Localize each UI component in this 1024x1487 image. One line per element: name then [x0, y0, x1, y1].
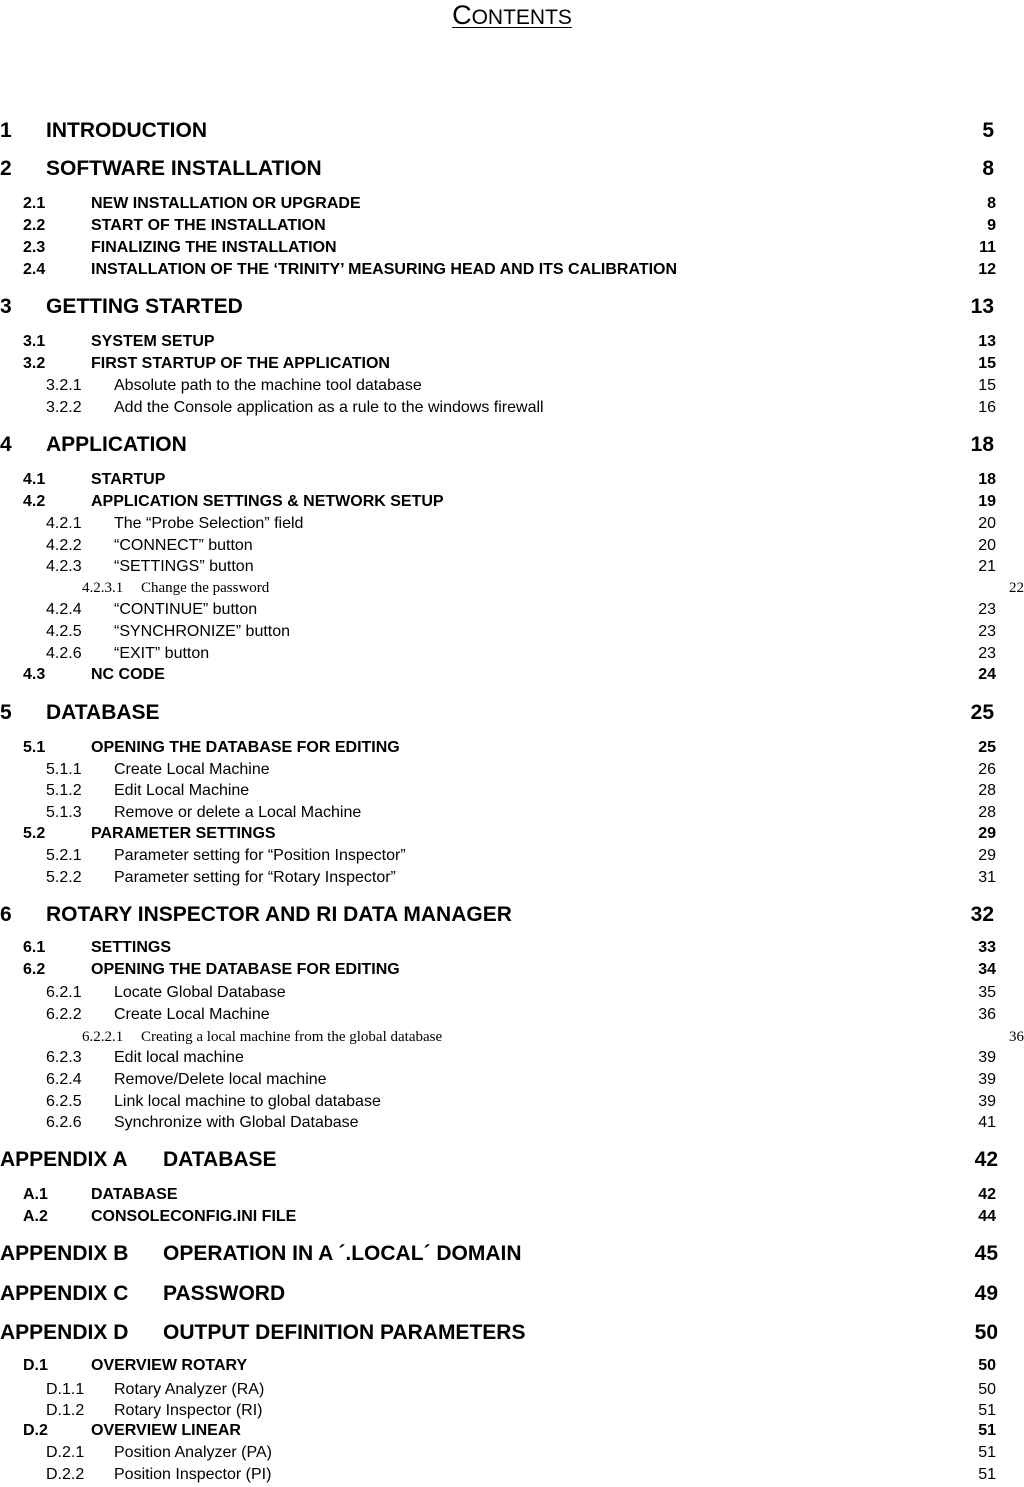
toc-entry-number: A.1 — [23, 1186, 48, 1203]
toc-entry[interactable] — [0, 1380, 1024, 1400]
toc-entry-title: Link local machine to global database — [114, 1093, 381, 1110]
toc-entry-number: 2.3 — [23, 239, 46, 256]
toc-entry-title: Remove or delete a Local Machine — [114, 804, 362, 821]
toc-entry-number: D.1.1 — [46, 1381, 85, 1398]
toc-entry-title: START OF THE INSTALLATION — [91, 217, 326, 234]
toc-entry-number: 4 — [0, 433, 12, 456]
toc-entry-number: 4.2.1 — [46, 515, 82, 532]
toc-entry-title: FIRST STARTUP OF THE APPLICATION — [91, 355, 390, 372]
toc-entry-number: 3.1 — [23, 333, 46, 350]
toc-entry[interactable] — [0, 238, 1024, 258]
toc-entry[interactable] — [0, 1113, 1024, 1133]
toc-entry-title: Change the password — [141, 580, 270, 596]
toc-entry-page-number: 18 — [970, 433, 994, 456]
toc-entry[interactable] — [0, 1241, 1024, 1267]
toc-entry-page-number: 36 — [978, 1006, 996, 1023]
toc-entry-number: 2.4 — [23, 261, 46, 278]
toc-entry-number: 4.3 — [23, 666, 46, 683]
toc-entry[interactable] — [0, 470, 1024, 490]
toc-entry[interactable] — [0, 536, 1024, 556]
toc-entry-number: D.2 — [23, 1422, 48, 1439]
toc-entry-title: Position Analyzer (PA) — [114, 1444, 272, 1461]
toc-entry-number: 6 — [0, 903, 12, 926]
toc-entry[interactable] — [0, 260, 1024, 280]
toc-entry-title: DATABASE — [46, 701, 160, 724]
toc-entry-page-number: 42 — [974, 1148, 998, 1171]
toc-entry-title: INTRODUCTION — [46, 119, 207, 142]
toc-entry-title: SYSTEM SETUP — [91, 333, 215, 350]
toc-entry-number: 1 — [0, 119, 12, 142]
toc-entry-title: DATABASE — [91, 1186, 178, 1203]
toc-entry[interactable] — [0, 514, 1024, 534]
toc-entry[interactable] — [0, 1092, 1024, 1112]
toc-entry[interactable] — [0, 1356, 1024, 1376]
toc-entry[interactable] — [0, 902, 1024, 928]
toc-entry[interactable] — [0, 1401, 1024, 1421]
toc-entry-title: GETTING STARTED — [46, 295, 243, 318]
toc-entry-number: APPENDIX B — [0, 1242, 129, 1265]
toc-entry-page-number: 51 — [978, 1402, 996, 1419]
toc-entry-title: OPERATION IN A ´.LOCAL´ DOMAIN — [163, 1242, 522, 1265]
toc-entry-page-number: 21 — [978, 558, 996, 575]
toc-entry-page-number: 20 — [978, 537, 996, 554]
toc-entry-page-number: 8 — [982, 157, 994, 180]
toc-entry-page-number: 28 — [978, 782, 996, 799]
toc-entry-number: 4.2.3 — [46, 558, 82, 575]
toc-entry[interactable] — [0, 1005, 1024, 1025]
toc-entry-page-number: 9 — [987, 217, 996, 234]
toc-entry-title: PASSWORD — [163, 1282, 286, 1305]
toc-entry[interactable] — [0, 868, 1024, 888]
toc-entry-title: ROTARY INSPECTOR AND RI DATA MANAGER — [46, 903, 512, 926]
toc-entry-page-number: 23 — [978, 645, 996, 662]
toc-entry-number: 4.2.2 — [46, 537, 82, 554]
toc-entry-number: 2 — [0, 157, 12, 180]
toc-entry[interactable] — [0, 1048, 1024, 1068]
toc-entry[interactable] — [0, 1027, 1024, 1047]
toc-entry-page-number: 29 — [978, 847, 996, 864]
toc-entry-title: Create Local Machine — [114, 761, 270, 778]
toc-entry-number: 2.1 — [23, 195, 46, 212]
toc-entry-number: D.2.1 — [46, 1444, 85, 1461]
toc-entry-title: OVERVIEW ROTARY — [91, 1357, 248, 1374]
toc-entry-page-number: 41 — [978, 1114, 996, 1131]
toc-entry[interactable] — [0, 665, 1024, 685]
toc-entry-page-number: 51 — [978, 1444, 996, 1461]
toc-entry-page-number: 35 — [978, 984, 996, 1001]
toc-entry[interactable] — [0, 803, 1024, 823]
toc-entry-page-number: 22 — [1009, 580, 1024, 596]
toc-entry-page-number: 39 — [978, 1071, 996, 1088]
toc-entry-page-number: 12 — [978, 261, 996, 278]
toc-entry-page-number: 39 — [978, 1093, 996, 1110]
toc-entry-title: PARAMETER SETTINGS — [91, 825, 276, 842]
toc-entry[interactable] — [0, 1185, 1024, 1205]
toc-entry-number: 6.2.1 — [46, 984, 82, 1001]
toc-entry-page-number: 26 — [978, 761, 996, 778]
toc-entry-number: 3 — [0, 295, 12, 318]
toc-entry-number: 5.1.3 — [46, 804, 82, 821]
title-rest: ONTENTS — [471, 6, 572, 29]
toc-entry-page-number: 13 — [978, 333, 996, 350]
toc-entry[interactable] — [0, 1070, 1024, 1090]
toc-entry[interactable] — [0, 1465, 1024, 1485]
toc-entry-number: APPENDIX C — [0, 1282, 129, 1305]
toc-entry-title: Create Local Machine — [114, 1006, 270, 1023]
toc-entry-number: D.1 — [23, 1357, 48, 1374]
toc-entry-page-number: 20 — [978, 515, 996, 532]
toc-entry-page-number: 15 — [978, 355, 996, 372]
title-initial: C — [452, 0, 472, 30]
toc-entry-title: APPLICATION SETTINGS & NETWORK SETUP — [91, 493, 444, 510]
toc-entry-title: FINALIZING THE INSTALLATION — [91, 239, 337, 256]
toc-entry[interactable] — [0, 492, 1024, 512]
toc-entry-title: “CONNECT” button — [114, 537, 253, 554]
toc-entry-page-number: 33 — [978, 939, 996, 956]
toc-entry-number: 4.2 — [23, 493, 46, 510]
toc-entry-title: Parameter setting for “Rotary Inspector” — [114, 869, 396, 886]
toc-entry-page-number: 49 — [974, 1282, 998, 1305]
toc-entry-page-number: 36 — [1009, 1029, 1024, 1045]
toc-entry-title: Rotary Analyzer (RA) — [114, 1381, 265, 1398]
toc-entry[interactable] — [0, 398, 1024, 418]
toc-entry-title: NEW INSTALLATION OR UPGRADE — [91, 195, 361, 212]
toc-entry[interactable] — [0, 960, 1024, 980]
toc-entry-page-number: 15 — [978, 377, 996, 394]
toc-entry-number: 3.2.2 — [46, 399, 82, 416]
toc-entry[interactable] — [0, 781, 1024, 801]
toc-entry-page-number: 25 — [970, 701, 994, 724]
toc-entry-title: NC CODE — [91, 666, 165, 683]
toc-entry[interactable] — [0, 354, 1024, 374]
toc-entry-page-number: 25 — [978, 739, 996, 756]
toc-entry-page-number: 18 — [978, 471, 996, 488]
toc-entry-number: 4.2.3.1 — [82, 580, 124, 596]
toc-entry-number: 5.2 — [23, 825, 46, 842]
toc-entry-number: 3.2 — [23, 355, 46, 372]
toc-entry-number: 6.2.2 — [46, 1006, 82, 1023]
toc-entry-page-number: 28 — [978, 804, 996, 821]
toc-entry[interactable] — [0, 194, 1024, 214]
toc-entry-title: Locate Global Database — [114, 984, 286, 1001]
toc-entry-page-number: 5 — [982, 119, 994, 142]
toc-entry[interactable] — [0, 738, 1024, 758]
toc-entry-title: APPLICATION — [46, 433, 187, 456]
toc-entry-page-number: 32 — [970, 903, 994, 926]
toc-entry-page-number: 50 — [978, 1357, 996, 1374]
toc-entry-title: OUTPUT DEFINITION PARAMETERS — [163, 1321, 526, 1344]
toc-entry-number: 5.1 — [23, 739, 46, 756]
toc-entry[interactable] — [0, 760, 1024, 780]
toc-entry[interactable] — [0, 578, 1024, 598]
toc-entry-title: Add the Console application as a rule to the windows firewall — [114, 399, 544, 416]
toc-entry-title: Parameter setting for “Position Inspector” — [114, 847, 406, 864]
toc-entry-title: INSTALLATION OF THE ‘TRINITY’ MEASURING HEAD AND ITS CALIBRATION — [91, 261, 678, 278]
toc-entry-number: 6.2.2.1 — [82, 1029, 124, 1045]
toc-entry-title: “CONTINUE” button — [114, 601, 258, 618]
toc-entry-page-number: 8 — [987, 195, 996, 212]
toc-entry-page-number: 44 — [978, 1208, 996, 1225]
toc-entry-title: Creating a local machine from the global database — [141, 1029, 443, 1045]
toc-entry-page-number: 39 — [978, 1049, 996, 1066]
toc-entry-title: Edit local machine — [114, 1049, 244, 1066]
toc-entry[interactable] — [0, 432, 1024, 458]
toc-entry[interactable] — [0, 294, 1024, 320]
toc-entry[interactable] — [0, 332, 1024, 352]
toc-entry-number: 3.2.1 — [46, 377, 82, 394]
toc-entry-number: APPENDIX D — [0, 1321, 129, 1344]
toc-entry[interactable] — [0, 846, 1024, 866]
toc-entry-title: OVERVIEW LINEAR — [91, 1422, 241, 1439]
toc-entry-title: Remove/Delete local machine — [114, 1071, 327, 1088]
toc-entry-page-number: 13 — [970, 295, 994, 318]
toc-entry-title: OPENING THE DATABASE FOR EDITING — [91, 739, 400, 756]
toc-entry-page-number: 23 — [978, 601, 996, 618]
toc-entry-number: 5.2.1 — [46, 847, 82, 864]
toc-entry-title: “EXIT” button — [114, 645, 210, 662]
toc-entry-page-number: 29 — [978, 825, 996, 842]
toc-entry-number: 6.2.6 — [46, 1114, 82, 1131]
toc-entry[interactable] — [0, 938, 1024, 958]
toc-entry-title: SETTINGS — [91, 939, 172, 956]
toc-entry-number: 6.2 — [23, 961, 46, 978]
toc-entry-title: “SETTINGS” button — [114, 558, 254, 575]
toc-entry[interactable] — [0, 156, 1024, 182]
toc-entry-title: CONSOLECONFIG.INI FILE — [91, 1208, 297, 1225]
toc-entry[interactable] — [0, 216, 1024, 236]
toc-entry-number: 6.2.4 — [46, 1071, 82, 1088]
toc-entry-title: STARTUP — [91, 471, 166, 488]
toc-entry-page-number: 23 — [978, 623, 996, 640]
toc-entry-title: SOFTWARE INSTALLATION — [46, 157, 322, 180]
toc-entry-number: 5.1.1 — [46, 761, 82, 778]
toc-entry-title: DATABASE — [163, 1148, 277, 1171]
toc-entry-number: 2.2 — [23, 217, 46, 234]
toc-entry-number: 5.1.2 — [46, 782, 82, 799]
toc-entry-title: The “Probe Selection” field — [114, 515, 304, 532]
toc-entry-title: “SYNCHRONIZE” button — [114, 623, 291, 640]
toc-entry-page-number: 42 — [978, 1186, 996, 1203]
toc-entry-page-number: 51 — [978, 1466, 996, 1483]
toc-entry-title: OPENING THE DATABASE FOR EDITING — [91, 961, 400, 978]
toc-entry[interactable] — [0, 983, 1024, 1003]
toc-entry-number: 6.1 — [23, 939, 46, 956]
toc-entry-title: Absolute path to the machine tool database — [114, 377, 422, 394]
toc-entry[interactable] — [0, 1147, 1024, 1173]
toc-entry-title: Position Inspector (PI) — [114, 1466, 272, 1483]
toc-entry-page-number: 16 — [978, 399, 996, 416]
toc-entry-number: 5.2.2 — [46, 869, 82, 886]
toc-entry-page-number: 11 — [979, 239, 996, 256]
toc-entry-number: APPENDIX A — [0, 1148, 128, 1171]
toc-entry-page-number: 34 — [978, 961, 996, 978]
toc-entry-page-number: 19 — [978, 493, 996, 510]
toc-entry[interactable] — [0, 1320, 1024, 1346]
toc-entry-title: Rotary Inspector (RI) — [114, 1402, 263, 1419]
toc-entry[interactable] — [0, 600, 1024, 620]
toc-entry-number: 6.2.3 — [46, 1049, 82, 1066]
toc-entry-number: D.1.2 — [46, 1402, 85, 1419]
toc-entry[interactable] — [0, 1443, 1024, 1463]
toc-entry[interactable] — [0, 644, 1024, 664]
toc-entry-title: Edit Local Machine — [114, 782, 250, 799]
toc-entry-number: 4.2.5 — [46, 623, 82, 640]
toc-entry[interactable] — [0, 1207, 1024, 1227]
toc-entry[interactable] — [0, 118, 1024, 144]
toc-entry-page-number: 31 — [978, 869, 996, 886]
toc-entry[interactable] — [0, 824, 1024, 844]
toc-entry-number: 4.2.4 — [46, 601, 82, 618]
toc-entry-page-number: 51 — [978, 1422, 996, 1439]
toc-entry-number: 4.1 — [23, 471, 46, 488]
toc-entry[interactable] — [0, 700, 1024, 726]
toc-entry[interactable] — [0, 1421, 1024, 1441]
toc-entry-number: A.2 — [23, 1208, 48, 1225]
toc-entry[interactable] — [0, 376, 1024, 396]
toc-entry-title: Synchronize with Global Database — [114, 1114, 359, 1131]
toc-entry-page-number: 45 — [974, 1242, 998, 1265]
toc-entry-number: 5 — [0, 701, 12, 724]
toc-entry[interactable] — [0, 557, 1024, 577]
toc-entry[interactable] — [0, 1281, 1024, 1307]
toc-entry[interactable] — [0, 622, 1024, 642]
toc-entry-page-number: 50 — [978, 1381, 996, 1398]
toc-entry-number: 4.2.6 — [46, 645, 82, 662]
toc-entry-number: 6.2.5 — [46, 1093, 82, 1110]
toc-entry-page-number: 50 — [974, 1321, 998, 1344]
toc-entry-number: D.2.2 — [46, 1466, 85, 1483]
toc-entry-page-number: 24 — [978, 666, 996, 683]
